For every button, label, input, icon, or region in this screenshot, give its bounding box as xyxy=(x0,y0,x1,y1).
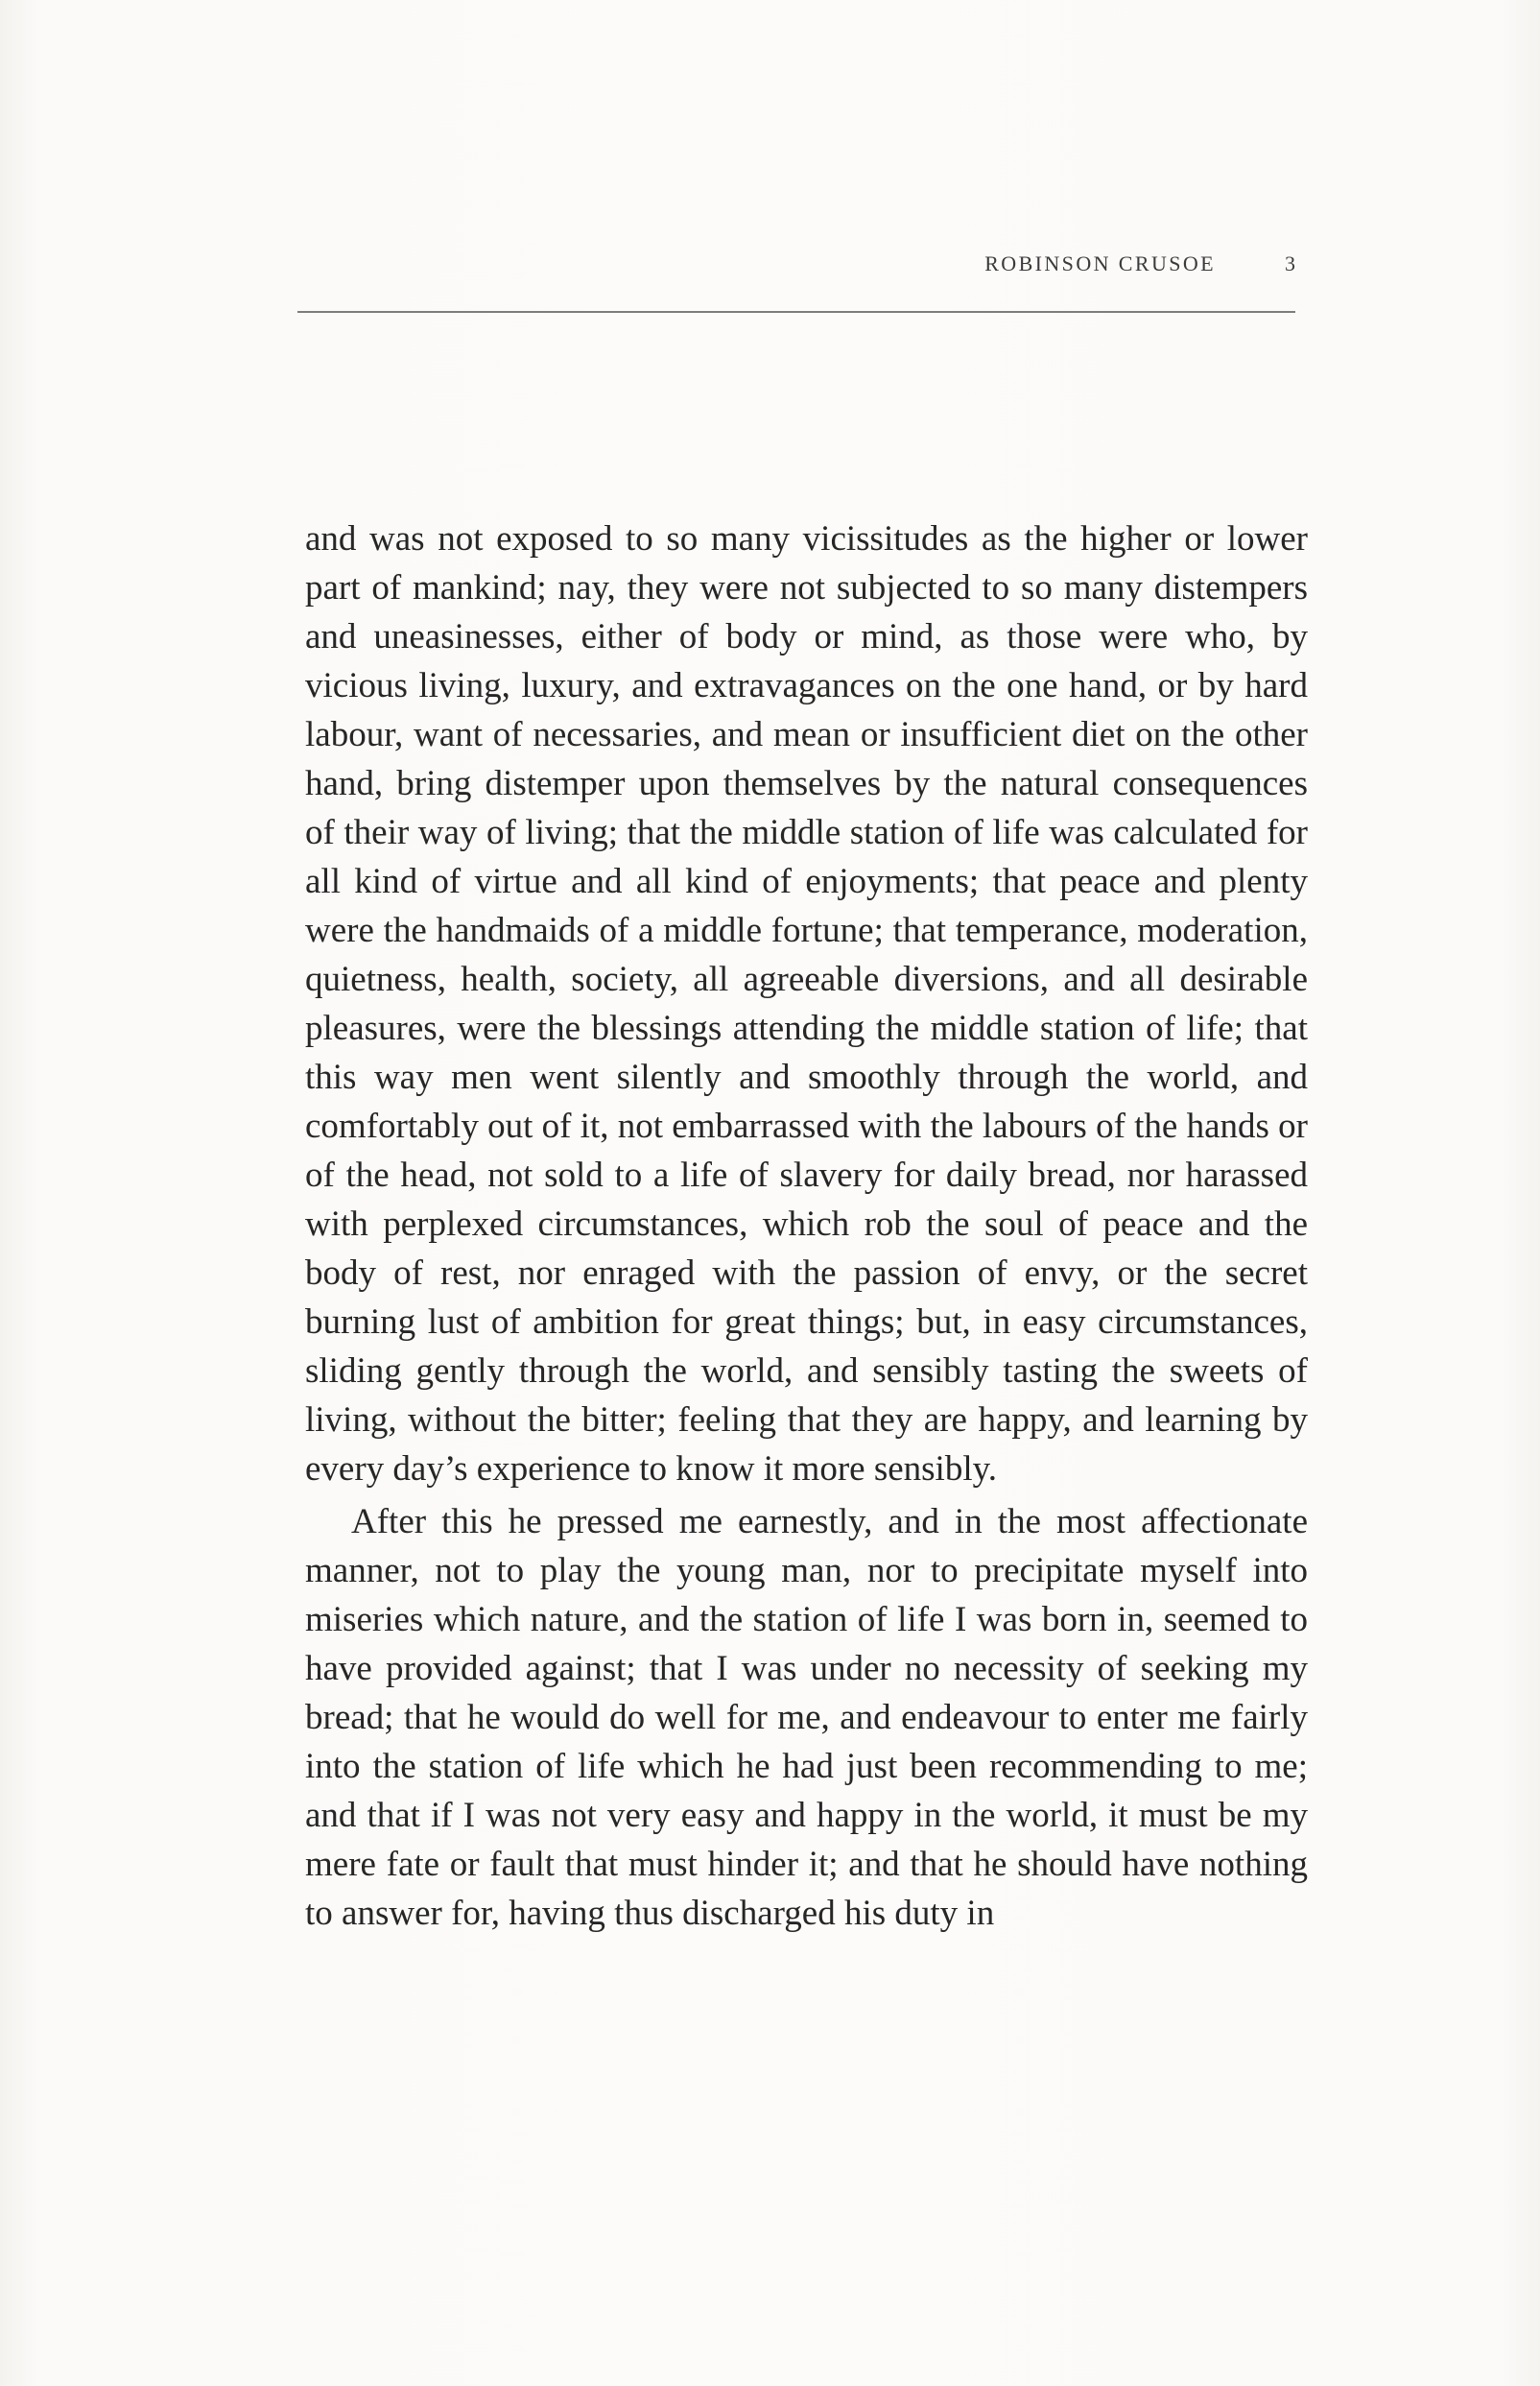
paragraph-2: After this he pressed me earnestly, and in the most affectionate manner, not to play the young man, nor to precipitate myself into miseries which nature, and the station of life I was born in, seemed to have provided against; that I was under no necessity of seeking my bread; that he would do well for me, and endeavour to enter me fairly into the station of life which he had just been recommending to me; and that if I was not very easy and happy in the world, it must be my mere fate or fault that must hinder it; and that he should have nothing to answer for, having thus discharged his duty in xyxy=(305,1502,1308,1933)
header-rule xyxy=(297,311,1295,313)
paragraph-1: and was not exposed to so many vicissitudes as the higher or lower part of mankind; nay, they were not subjected to so many distempers and uneasinesses, either of body or mind, as those were who, by vicious living, luxury, and extravagances on the one hand, or by hard labour, want of necessaries, and mean or insufficient diet on the other hand, bring distemper upon themselves by the natural consequences of their way of living; that the middle station of life was calculated for all kind of virtue and all kind of enjoyments; that peace and plenty were the handmaids of a middle fortune; that temperance, moderation, quietness, health, society, all agreeable diversions, and all desirable pleasures, were the blessings attending the middle station of life; that this way men went silently and smoothly through the world, and comfortably out of it, not embarrassed with the labours of the hands or of the head, not sold to a life of slavery for daily bread, nor harassed with perplexed circumstances, which rob the soul of peace and the body of rest, nor enraged with the passion of envy, or the secret burning lust of ambition for great things; but, in easy circumstances, sliding gently through the world, and sensibly tasting the sweets of living, without the bitter; feeling that they are happy, and learning by every day’s experience to know it more sensibly. xyxy=(305,519,1308,1489)
running-head xyxy=(297,251,1295,282)
body-text xyxy=(305,514,1308,1938)
running-title: ROBINSON CRUSOE xyxy=(984,251,1216,275)
page-number: 3 xyxy=(1285,251,1295,275)
